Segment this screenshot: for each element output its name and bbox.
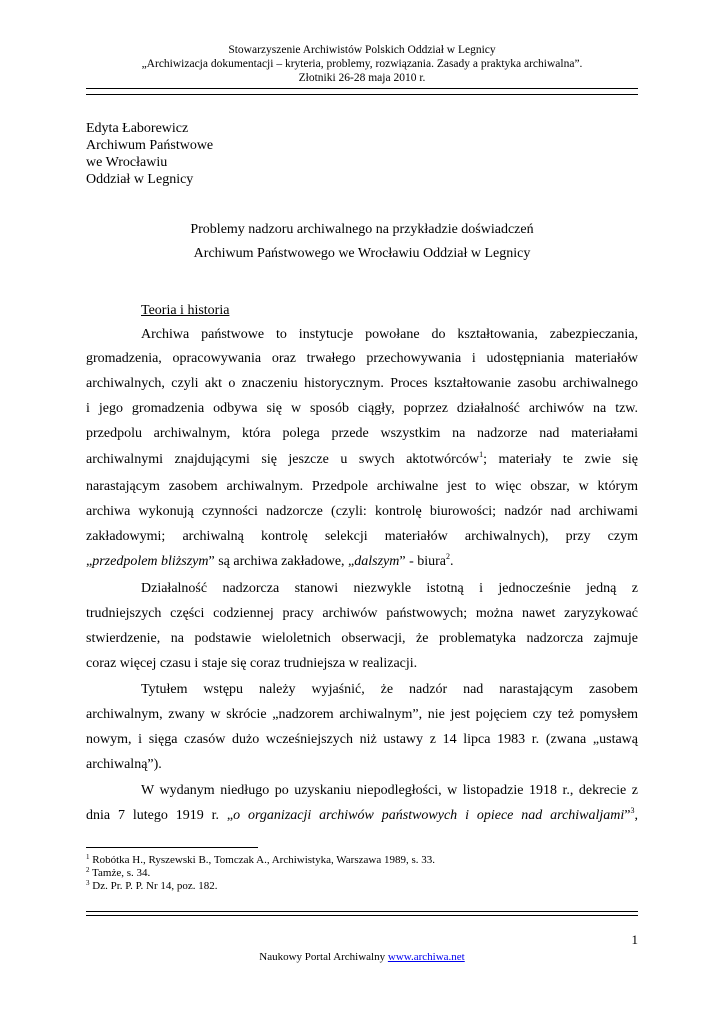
footnote: $^2$ Tamże, s. 34. bbox=[86, 866, 151, 879]
body-line: „przedpolem bliższym” są archiwa zakładowe, „dalszym” - biura$^2$. bbox=[86, 552, 454, 569]
body-line: Działalność nadzorcza stanowi niezwykle istotną i jednocześnie jedną z bbox=[141, 581, 638, 596]
header-double-rule bbox=[86, 88, 638, 95]
footer-double-rule bbox=[86, 911, 638, 916]
author-name: Edyta Łaborewicz bbox=[86, 121, 189, 136]
author-institution-line: we Wrocławiu bbox=[86, 155, 168, 170]
body-line: archiwa wykonują czynności nadzorcze (czyli: kontrolę biurowości; nadzór nad archiwami bbox=[86, 504, 638, 519]
author-institution-line: Archiwum Państwowe bbox=[86, 138, 214, 153]
footnote-ref: 1 bbox=[479, 450, 484, 459]
portal-link[interactable]: www.archiwa.net bbox=[387, 951, 465, 963]
footnote-separator bbox=[86, 847, 258, 848]
body-line: coraz więcej czasu i staje się coraz trudniejsza w realizacji. bbox=[86, 656, 418, 671]
page-number: 1 bbox=[631, 932, 638, 947]
body-line: nowym, i sięga czasów dużo wcześniejszych niż ustawy z 14 lipca 1983 r. (zwana „ustawą bbox=[86, 732, 638, 747]
body-line: archiwalną”). bbox=[86, 757, 162, 772]
body-line: gromadzenia, opracowywania oraz trwałego przechowywania i udostępniania materiałów bbox=[86, 351, 638, 366]
body-line: Tytułem wstępu należy wyjaśnić, że nadzór nad narastającym zasobem bbox=[141, 682, 638, 697]
section-heading: Teoria i historia bbox=[141, 303, 230, 318]
author-institution-line: Oddział w Legnicy bbox=[86, 172, 194, 187]
paper-title-line: Problemy nadzoru archiwalnego na przykładzie doświadczeń bbox=[190, 222, 534, 237]
footnote: $^1$ Robótka H., Ryszewski B., Tomczak A., Archiwistyka, Warszawa 1989, s. 33. bbox=[86, 853, 435, 866]
body-line: Archiwa państwowe to instytucje powołane do kształtowania, zabezpieczania, bbox=[141, 327, 638, 342]
body-line: archiwalnych, czyli akt o znaczeniu historycznym. Proces kształtowanie zasobu archiwalnego bbox=[86, 376, 638, 391]
footnote: $^3$ Dz. Pr. P. P. Nr 14, poz. 182. bbox=[86, 879, 218, 892]
footer-portal: Naukowy Portal Archiwalny www.archiwa.net bbox=[259, 951, 465, 963]
body-line: narastającym zasobem archiwalnym. Przedpole archiwalne jest to więc obszar, w którym bbox=[86, 479, 638, 494]
body-line: przedpolu archiwalnym, która polega przede wszystkim na nadzorze nad materiałami bbox=[86, 426, 638, 441]
body-line: W wydanym niedługo po uzyskaniu niepodległości, w listopadzie 1918 r., dekrecie z bbox=[141, 783, 638, 798]
footnote-ref: 3 bbox=[630, 806, 635, 815]
header-conference-title: „Archiwizacja dokumentacji – kryteria, problemy, rozwiązania. Zasady a praktyka archiwalna”. bbox=[141, 58, 583, 70]
body-line: zakładowymi; archiwalną kontrolę selekcji materiałów archiwalnych), przy czym bbox=[86, 529, 638, 544]
paper-title-line: Archiwum Państwowego we Wrocławiu Oddział w Legnicy bbox=[193, 246, 531, 261]
body-line: archiwalnym, zwany w skrócie „nadzorem archiwalnym”, nie jest pojęciem czy też pomysłem bbox=[86, 707, 638, 722]
body-line: stwierdzenie, na podstawie wieloletnich obserwacji, że problematyka nadzorcza zajmuje bbox=[86, 631, 638, 646]
body-line: i jego gromadzenia odbywa się w sposób ciągły, poprzez działalność archiwów na tzw. bbox=[86, 401, 638, 416]
body-line: archiwalnymi znajdującymi się jeszcze u swych aktotwórców$^1$; materiały te zwie się bbox=[86, 450, 638, 467]
header-organization: Stowarzyszenie Archiwistów Polskich Oddział w Legnicy bbox=[228, 44, 496, 56]
header-date-place: Złotniki 26-28 maja 2010 r. bbox=[298, 72, 426, 84]
body-line: dnia 7 lutego 1919 r. „o organizacji archiwów państwowych i opiece nad archiwaljami”$^3$, bbox=[86, 806, 639, 823]
footnote-ref: 2 bbox=[446, 552, 451, 561]
body-line: trudniejszych części codziennej pracy archiwów państwowych; można nawet zaryzykować bbox=[86, 606, 638, 621]
